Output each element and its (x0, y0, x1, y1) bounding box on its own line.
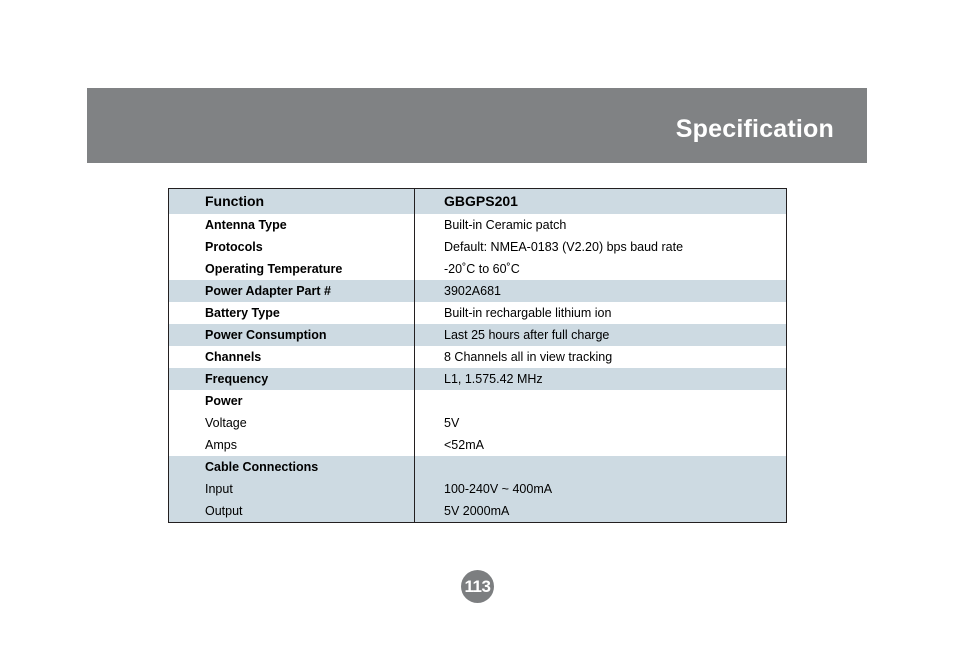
row-value: 3902A681 (415, 280, 787, 302)
table-row (169, 478, 787, 500)
row-label: Voltage (169, 412, 415, 434)
table-row (169, 346, 787, 368)
row-value: 5V 2000mA (415, 500, 787, 523)
page-title: Specification (675, 115, 834, 143)
row-label: Output (169, 500, 415, 523)
table-row (169, 456, 787, 478)
table-row (169, 236, 787, 258)
table-row (169, 280, 787, 302)
row-label: Input (169, 478, 415, 500)
table-row (169, 412, 787, 434)
table-row (169, 324, 787, 346)
table-row (169, 500, 787, 523)
row-label: Cable Connections (169, 456, 415, 478)
row-value: L1, 1.575.42 MHz (415, 368, 787, 390)
row-value (415, 456, 787, 478)
row-value: 100-240V ~ 400mA (415, 478, 787, 500)
row-label: Power Consumption (169, 324, 415, 346)
row-value: 8 Channels all in view tracking (444, 350, 613, 364)
row-value: Last 25 hours after full charge (415, 324, 787, 346)
row-value (415, 390, 787, 412)
row-label: Frequency (169, 368, 415, 390)
table-row (169, 258, 787, 280)
row-label: Amps (169, 434, 415, 456)
table-row (169, 368, 787, 390)
table-row (169, 390, 787, 412)
table-row (169, 434, 787, 456)
row-value: -20˚C to 60˚C (444, 262, 520, 276)
header-band (87, 88, 867, 163)
row-label: Battery Type (169, 302, 415, 324)
row-value: <52mA (444, 438, 484, 452)
row-label: Channels (169, 346, 415, 368)
row-label: Power Adapter Part # (169, 280, 415, 302)
row-value: Built-in rechargable lithium ion (444, 306, 612, 320)
row-value: Built-in Ceramic patch (444, 218, 567, 232)
specification-table (168, 188, 787, 523)
row-value: 5V (444, 416, 460, 430)
page-number-badge: 113 (461, 570, 494, 603)
row-label: Antenna Type (169, 214, 415, 236)
table-row (169, 214, 787, 236)
row-label: Power (169, 390, 415, 412)
table-row (169, 302, 787, 324)
row-label: Operating Temperature (169, 258, 415, 280)
table-header-row (169, 189, 787, 215)
column-header-function: Function (169, 189, 415, 215)
column-header-model: GBGPS201 (415, 189, 787, 215)
row-value: Default: NMEA-0183 (V2.20) bps baud rate (444, 240, 684, 254)
row-label: Protocols (169, 236, 415, 258)
